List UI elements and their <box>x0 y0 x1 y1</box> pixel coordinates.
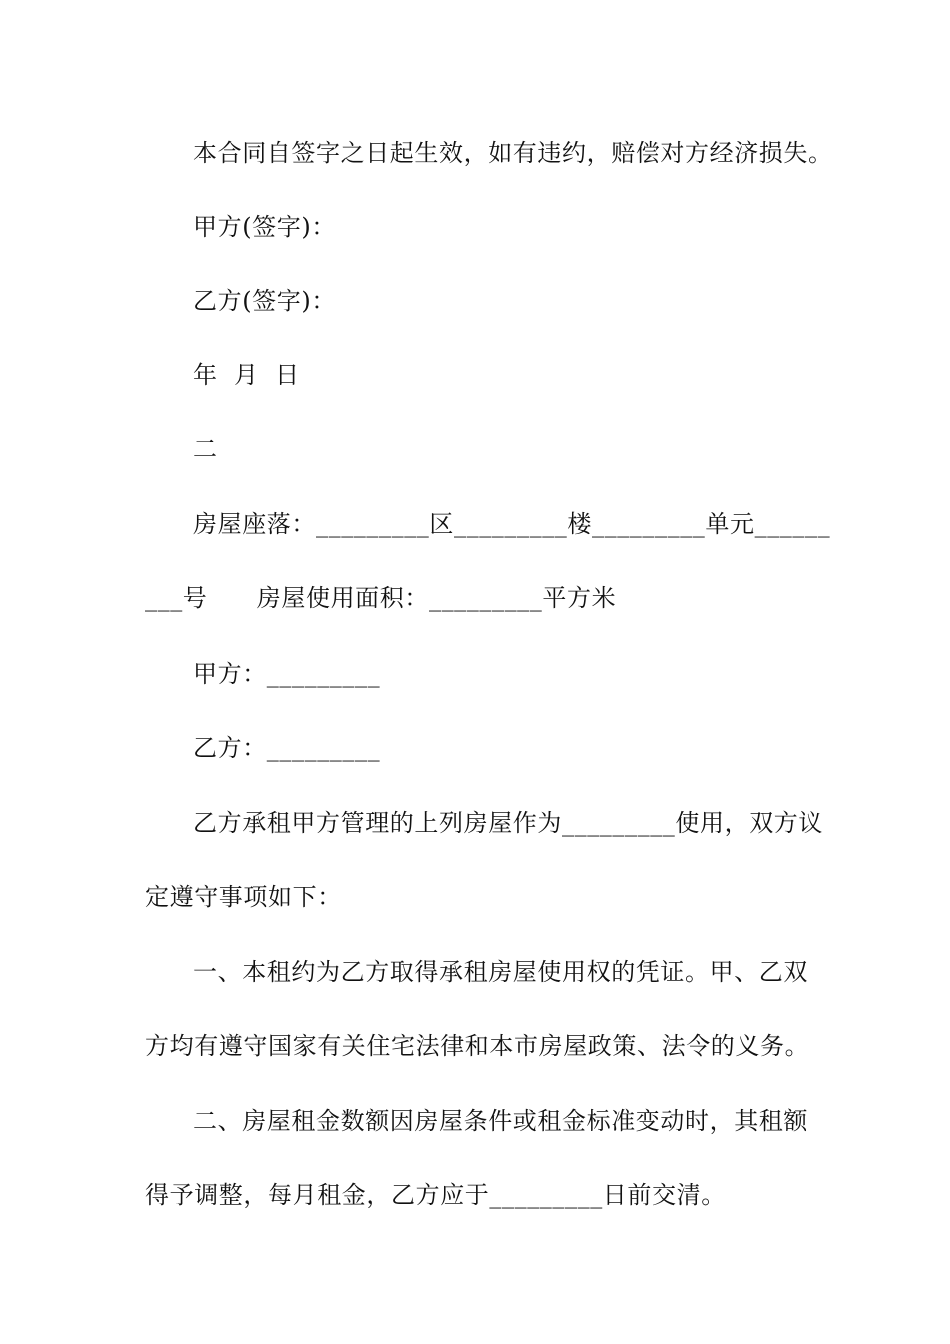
date-line: 年 月 日 <box>193 361 300 389</box>
clause-two-line-1: 二、房屋租金数额因房屋条件或租金标准变动时，其租额 <box>193 1107 808 1135</box>
clause-one-line-1: 一、本租约为乙方取得承租房屋使用权的凭证。甲、乙双 <box>193 958 808 986</box>
rental-purpose-continuation: 定遵守事项如下： <box>145 883 342 911</box>
house-area-line: ___号 房屋使用面积：_________平方米 <box>145 584 617 612</box>
party-a-signature-line: 甲方(签字)： <box>193 213 336 241</box>
party-b-line: 乙方：_________ <box>193 734 381 762</box>
section-heading-two: 二 <box>193 435 218 463</box>
paragraph-line-effective-clause: 本合同自签字之日起生效，如有违约，赔偿对方经济损失。 <box>193 139 833 167</box>
party-a-line: 甲方：_________ <box>193 660 381 688</box>
house-location-line: 房屋座落：_________区_________楼_________单元______ <box>193 510 831 538</box>
party-b-signature-line: 乙方(签字)： <box>193 287 336 315</box>
rental-purpose-line: 乙方承租甲方管理的上列房屋作为_________使用，双方议 <box>193 809 823 837</box>
clause-two-line-2: 得予调整，每月租金，乙方应于_________日前交清。 <box>145 1181 726 1209</box>
clause-one-line-2: 方均有遵守国家有关住宅法律和本市房屋政策、法令的义务。 <box>145 1032 810 1060</box>
